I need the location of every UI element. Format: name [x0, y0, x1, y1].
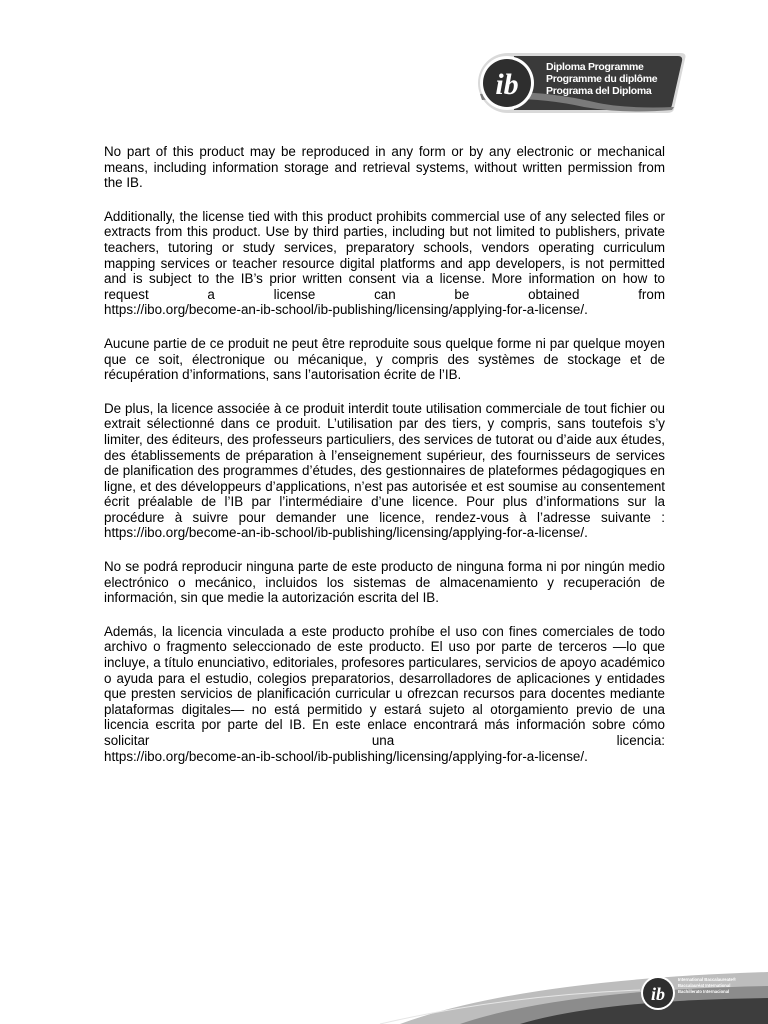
paragraph-fr-license — [104, 401, 665, 541]
license-url-link[interactable]: https://ibo.org/become-an-ib-school/ib-publishing/licensing/applying-for-a-license/. — [104, 302, 588, 318]
paragraph-text: Additionally, the license tied with this product prohibits commercial use of any selected files or extracts from this product. Use by third parties, including but not limited to publishers, private teachers, tutoring or study services, preparatory schools, vendors operating curriculum mapping services or teacher resource digital platforms and app developers, is not permitted and is subject to the IB’s prior written consent via a license. More information on how to request a license can be obtained from — [104, 208, 665, 302]
license-url-link[interactable]: https://ibo.org/become-an-ib-school/ib-publishing/licensing/applying-for-a-license/. — [104, 748, 588, 764]
paragraph-es-reproduction — [104, 559, 665, 606]
org-name-en: International Baccalaureate® — [678, 977, 736, 982]
footer-logo-letters: ib — [650, 984, 666, 1004]
paragraph-text: Aucune partie de ce produit ne peut être reproduite sous quelque forme ni par quelque moyen que ce soit, électronique ou mécanique, y compris des systèmes de stockage et de récupération d’informations, sans l’autorisation écrite de l’IB. — [104, 335, 665, 383]
programme-name-es: Programa del Diploma — [546, 85, 652, 97]
programme-name-en: Diploma Programme — [546, 61, 644, 73]
org-name-es: Bachillerato Internacional — [678, 989, 730, 994]
paragraph-es-license — [104, 624, 665, 764]
paragraph-en-reproduction — [104, 144, 665, 191]
paragraph-text: De plus, la licence associée à ce produit interdit toute utilisation commerciale de tout fichier ou extrait sélectionné dans ce produit. L’utilisation par des tiers, y compris, sans toutefois s’y limiter, des éditeurs, des professeurs particuliers, des services de tutorat ou d’aide aux études, des établissements de préparation à l’enseignement supérieur, des fournisseurs de services de planification des programmes d’études, des gestionnaires de plateformes pédagogiques en ligne, et des développeurs d’applications, n’est pas autorisée et est soumise au consentement écrit préalable de l’IB par l’intermédiaire d’une licence. Pour plus d’informations sur la procédure à suivre pour demander une licence, rendez-vous à l’adresse suivante : — [104, 400, 665, 525]
license-notice — [104, 144, 665, 782]
ib-organization-names — [678, 977, 736, 995]
programme-name-fr: Programme du diplôme — [546, 73, 658, 85]
paragraph-text: Además, la licencia vinculada a este producto prohíbe el uso con fines comerciales de todo archivo o fragmento seleccionado de este producto. El uso por parte de terceros —lo que incluye, a título enunciativo, editoriales, profesores particulares, servicios de apoyo académico o ayuda para el estudio, colegios preparatorios, desarrolladores de aplicaciones y entidades que presten servicios de planificación curricular u ofrezcan recursos para docentes mediante plataformas digitales— no está permitido y estará sujeto al otorgamiento previo de una licencia escrita por parte del IB. En este enlace encontrará más información sobre cómo solicitar una licencia: — [104, 623, 665, 748]
org-name-fr: Baccalauréat International — [678, 983, 731, 988]
paragraph-text: No part of this product may be reproduced in any form or by any electronic or mechanical means, including information storage and retrieval systems, without written permission from the IB. — [104, 144, 665, 191]
license-url-link[interactable]: https://ibo.org/become-an-ib-school/ib-publishing/licensing/applying-for-a-license/. — [104, 525, 588, 541]
ib-footer-logo — [640, 975, 676, 1011]
paragraph-text: No se podrá reproducir ninguna parte de este producto de ninguna forma ni por ningún medio electrónico o mecánico, incluidos los sistemas de almacenamiento y recuperación de información, sin que medie la autorización escrita del IB. — [104, 559, 665, 606]
ib-diploma-programme-logo — [474, 52, 689, 114]
programme-names — [546, 61, 657, 97]
paragraph-en-license — [104, 209, 665, 318]
ib-logo-letters: ib — [495, 68, 519, 101]
paragraph-fr-reproduction — [104, 336, 665, 383]
